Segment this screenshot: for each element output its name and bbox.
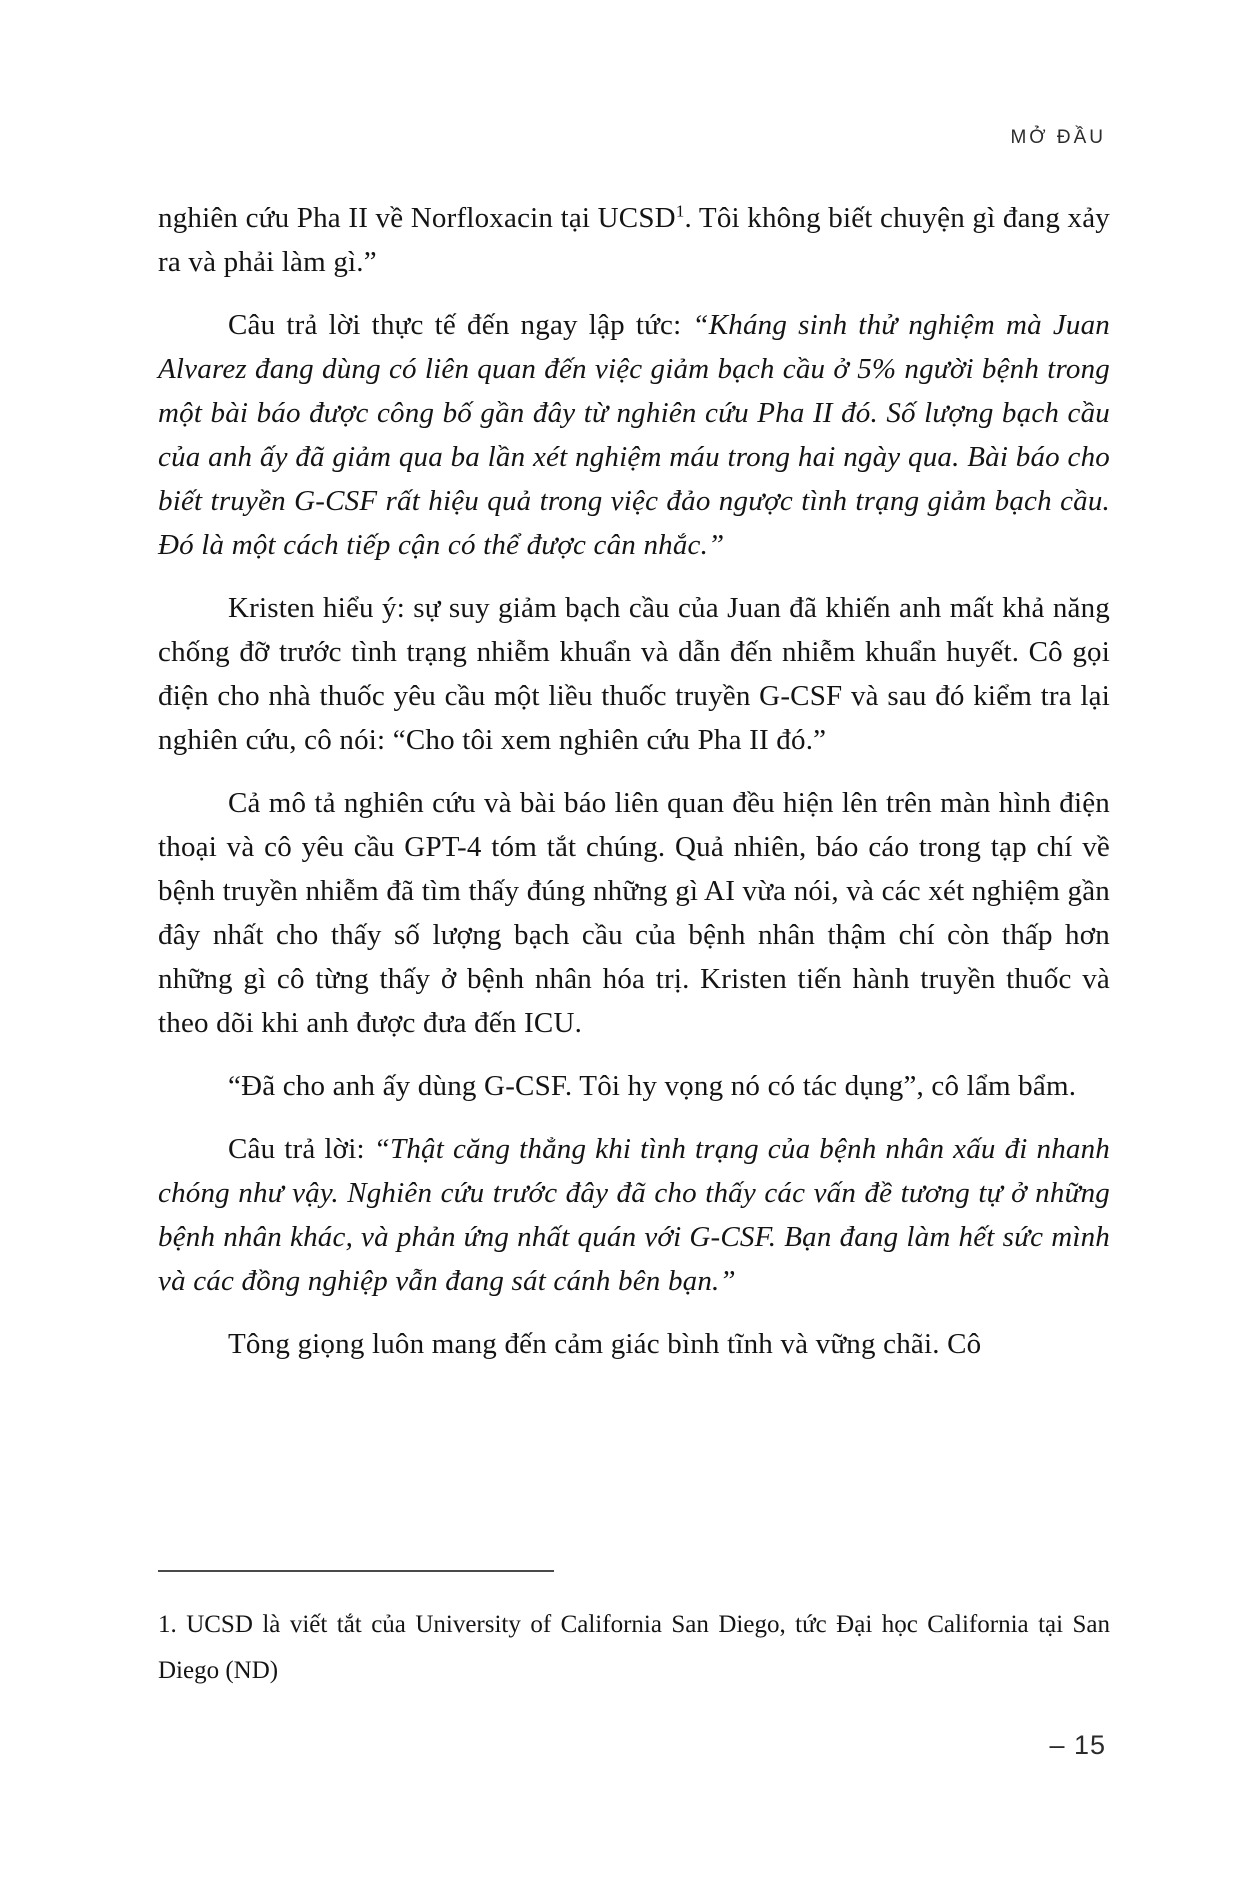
footnote-separator-rule	[158, 1570, 554, 1572]
text-segment: Cả mô tả nghiên cứu và bài báo liên quan đều hiện lên trên màn hình điện thoại và cô yêu cầu GPT-4 tóm tắt chúng. Quả nhiên, báo cáo trong tạp chí về bệnh truyền nhiễm đã tìm thấy đúng những gì AI vừa nói, và các xét nghiệm gần đây nhất cho thấy số lượng bạch cầu của bệnh nhân thậm chí còn thấp hơn những gì cô từng thấy ở bệnh nhân hóa trị. Kristen tiến hành truyền thuốc và theo dõi khi anh được đưa đến ICU.	[158, 787, 1110, 1039]
text-segment: Câu trả lời thực tế đến ngay lập tức:	[228, 309, 693, 341]
text-segment: Kristen hiểu ý: sự suy giảm bạch cầu của Juan đã khiến anh mất khả năng chống đỡ trước tình trạng nhiễm khuẩn và dẫn đến nhiễm khuẩn huyết. Cô gọi điện cho nhà thuốc yêu cầu một liều thuốc truyền G-CSF và sau đó kiểm tra lại nghiên cứu, cô nói: “Cho tôi xem nghiên cứu Pha II đó.”	[158, 592, 1110, 756]
paragraph	[158, 586, 1110, 762]
footnote: 1. UCSD là viết tắt của University of California San Diego, tức Đại học California tại San Diego (ND)	[158, 1611, 1110, 1684]
text-segment: “Kháng sinh thử nghiệm mà Juan Alvarez đang dùng có liên quan đến việc giảm bạch cầu ở 5% người bệnh trong một bài báo được công bố gần đây từ nghiên cứu Pha II đó. Số lượng bạch cầu của anh ấy đã giảm qua ba lần xét nghiệm máu trong hai ngày qua. Bài báo cho biết truyền G-CSF rất hiệu quả trong việc đảo ngược tình trạng giảm bạch cầu. Đó là một cách tiếp cận có thể được cân nhắc.”	[158, 309, 1110, 561]
text-segment: . Tôi không biết chuyện gì đang xảy ra và phải làm gì.”	[158, 202, 1110, 278]
text-segment: “Thật căng thẳng khi tình trạng của bệnh nhân xấu đi nhanh chóng như vậy. Nghiên cứu trước đây đã cho thấy các vấn đề tương tự ở những bệnh nhân khác, và phản ứng nhất quán với G-CSF. Bạn đang làm hết sức mình và các đồng nghiệp vẫn đang sát cánh bên bạn.”	[158, 1133, 1110, 1297]
paragraph	[158, 196, 1110, 284]
page-number: – 15	[1049, 1730, 1106, 1760]
text-segment: nghiên cứu Pha II về Norfloxacin tại UCSD	[158, 202, 676, 234]
paragraph	[158, 303, 1110, 567]
paragraph	[158, 781, 1110, 1045]
text-segment: Câu trả lời:	[228, 1133, 374, 1165]
running-header: MỞ ĐẦU	[1010, 127, 1106, 148]
paragraph	[158, 1322, 1110, 1366]
page-body	[158, 196, 1110, 1385]
paragraph	[158, 1127, 1110, 1303]
footnote-reference: 1	[675, 201, 685, 221]
text-segment: Tông giọng luôn mang đến cảm giác bình tĩnh và vững chãi. Cô	[228, 1328, 982, 1360]
paragraph	[158, 1064, 1110, 1108]
text-segment: “Đã cho anh ấy dùng G-CSF. Tôi hy vọng nó có tác dụng”, cô lẩm bẩm.	[228, 1070, 1077, 1102]
